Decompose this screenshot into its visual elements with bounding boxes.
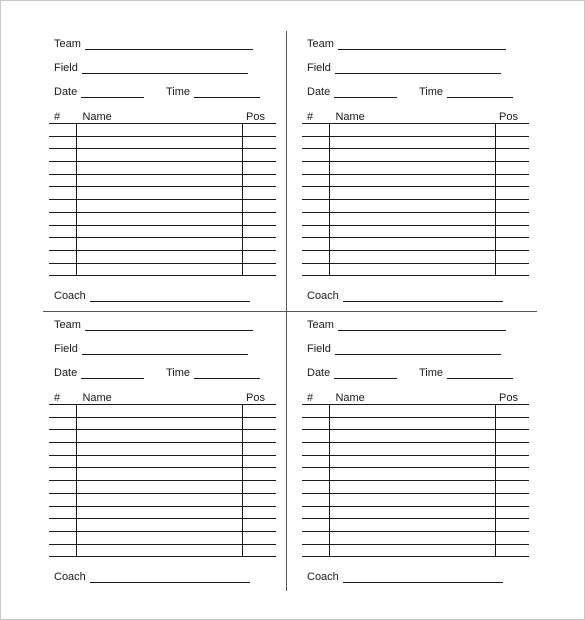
- name-cell[interactable]: [329, 124, 495, 137]
- coach-label: Coach: [307, 290, 339, 302]
- number-cell[interactable]: [302, 238, 329, 251]
- table-row: [302, 162, 529, 175]
- field-field: [307, 341, 501, 355]
- number-column-header: #: [49, 390, 76, 405]
- number-cell[interactable]: [302, 455, 329, 468]
- position-cell[interactable]: [495, 263, 529, 276]
- number-cell[interactable]: [302, 263, 329, 276]
- number-cell[interactable]: [302, 162, 329, 175]
- position-cell[interactable]: [242, 455, 276, 468]
- table-row: [49, 187, 276, 200]
- number-cell[interactable]: [302, 174, 329, 187]
- name-cell[interactable]: [329, 430, 495, 443]
- name-cell[interactable]: [76, 443, 242, 456]
- position-column-header: Pos: [495, 109, 529, 124]
- name-column-header: Name: [329, 109, 495, 124]
- number-cell[interactable]: [49, 443, 76, 456]
- coach-field: [54, 569, 250, 583]
- roster-table: [49, 390, 276, 557]
- table-row: [302, 250, 529, 263]
- name-column-header: Name: [329, 390, 495, 405]
- position-cell[interactable]: [495, 544, 529, 557]
- table-row: [302, 481, 529, 494]
- table-row: [302, 149, 529, 162]
- position-cell[interactable]: [495, 455, 529, 468]
- name-cell[interactable]: [76, 187, 242, 200]
- name-cell[interactable]: [329, 174, 495, 187]
- table-row: [302, 417, 529, 430]
- position-cell[interactable]: [495, 238, 529, 251]
- table-row: [49, 544, 276, 557]
- number-column-header: #: [49, 109, 76, 124]
- name-cell[interactable]: [76, 544, 242, 557]
- number-cell[interactable]: [302, 506, 329, 519]
- name-cell[interactable]: [76, 417, 242, 430]
- coach-blank-line[interactable]: [90, 572, 250, 583]
- name-cell[interactable]: [329, 468, 495, 481]
- table-row: [302, 263, 529, 276]
- roster-table: [302, 390, 529, 557]
- number-cell[interactable]: [302, 200, 329, 213]
- position-column-header: Pos: [242, 109, 276, 124]
- number-cell[interactable]: [302, 136, 329, 149]
- name-cell[interactable]: [76, 124, 242, 137]
- number-cell[interactable]: [49, 174, 76, 187]
- number-cell[interactable]: [49, 493, 76, 506]
- name-cell[interactable]: [329, 136, 495, 149]
- date-blank-line[interactable]: [334, 87, 397, 98]
- number-cell[interactable]: [49, 149, 76, 162]
- number-cell[interactable]: [302, 531, 329, 544]
- table-row: [49, 405, 276, 418]
- table-row: [49, 443, 276, 456]
- number-cell[interactable]: [302, 405, 329, 418]
- field-field: [307, 60, 501, 74]
- table-row: [49, 455, 276, 468]
- number-cell[interactable]: [49, 250, 76, 263]
- number-cell[interactable]: [49, 506, 76, 519]
- lineup-card-bottom-left: [49, 312, 289, 592]
- number-column-header: #: [302, 109, 329, 124]
- name-cell[interactable]: [76, 531, 242, 544]
- name-cell[interactable]: [76, 212, 242, 225]
- table-row: [49, 162, 276, 175]
- table-row: [49, 417, 276, 430]
- number-cell[interactable]: [302, 212, 329, 225]
- number-cell[interactable]: [302, 187, 329, 200]
- position-cell[interactable]: [242, 263, 276, 276]
- table-row: [302, 455, 529, 468]
- lineup-card-top-right: [302, 31, 542, 311]
- name-cell[interactable]: [76, 506, 242, 519]
- date-blank-line[interactable]: [81, 87, 144, 98]
- position-cell[interactable]: [495, 250, 529, 263]
- number-cell[interactable]: [302, 417, 329, 430]
- roster-table: [302, 109, 529, 276]
- field-field: [54, 341, 248, 355]
- table-row: [302, 468, 529, 481]
- table-row: [302, 136, 529, 149]
- position-cell[interactable]: [242, 238, 276, 251]
- position-cell[interactable]: [495, 136, 529, 149]
- table-row: [49, 250, 276, 263]
- coach-label: Coach: [307, 571, 339, 583]
- position-cell[interactable]: [242, 443, 276, 456]
- time-blank-line[interactable]: [194, 87, 260, 98]
- position-cell[interactable]: [242, 417, 276, 430]
- time-field: [419, 84, 513, 98]
- coach-field: [54, 288, 250, 302]
- table-row: [49, 468, 276, 481]
- name-cell[interactable]: [76, 455, 242, 468]
- date-label: Date: [307, 367, 331, 379]
- number-cell[interactable]: [302, 519, 329, 532]
- coach-blank-line[interactable]: [343, 572, 503, 583]
- number-cell[interactable]: [49, 187, 76, 200]
- coach-blank-line[interactable]: [90, 291, 250, 302]
- position-cell[interactable]: [242, 250, 276, 263]
- table-row: [302, 405, 529, 418]
- time-label: Time: [166, 86, 191, 98]
- position-cell[interactable]: [242, 544, 276, 557]
- number-cell[interactable]: [302, 430, 329, 443]
- number-cell[interactable]: [302, 544, 329, 557]
- position-cell[interactable]: [495, 225, 529, 238]
- date-label: Date: [54, 367, 78, 379]
- date-blank-line[interactable]: [81, 368, 144, 379]
- name-cell[interactable]: [329, 225, 495, 238]
- number-cell[interactable]: [49, 519, 76, 532]
- number-cell[interactable]: [49, 417, 76, 430]
- time-blank-line[interactable]: [447, 368, 513, 379]
- position-cell[interactable]: [242, 174, 276, 187]
- name-cell[interactable]: [76, 200, 242, 213]
- table-row: [49, 430, 276, 443]
- date-field: [307, 365, 397, 379]
- table-row: [302, 544, 529, 557]
- number-cell[interactable]: [49, 405, 76, 418]
- date-field: [54, 84, 144, 98]
- number-cell[interactable]: [49, 212, 76, 225]
- name-cell[interactable]: [329, 238, 495, 251]
- position-cell[interactable]: [242, 200, 276, 213]
- date-blank-line[interactable]: [334, 368, 397, 379]
- field-label: Field: [54, 62, 78, 74]
- team-label: Team: [54, 319, 81, 331]
- name-cell[interactable]: [329, 443, 495, 456]
- name-column-header: Name: [76, 109, 242, 124]
- date-label: Date: [307, 86, 331, 98]
- team-field: [307, 317, 506, 331]
- team-blank-line[interactable]: [338, 320, 506, 331]
- name-cell[interactable]: [329, 149, 495, 162]
- name-cell[interactable]: [329, 493, 495, 506]
- table-row: [302, 443, 529, 456]
- coach-label: Coach: [54, 290, 86, 302]
- name-column-header: Name: [76, 390, 242, 405]
- team-blank-line[interactable]: [85, 320, 253, 331]
- name-cell[interactable]: [76, 493, 242, 506]
- number-cell[interactable]: [49, 544, 76, 557]
- table-row: [49, 124, 276, 137]
- table-row: [302, 187, 529, 200]
- number-cell[interactable]: [49, 468, 76, 481]
- roster-header-row: [302, 109, 529, 124]
- coach-field: [307, 288, 503, 302]
- name-cell[interactable]: [76, 405, 242, 418]
- date-field: [54, 365, 144, 379]
- position-cell[interactable]: [242, 468, 276, 481]
- table-row: [49, 212, 276, 225]
- table-row: [302, 124, 529, 137]
- name-cell[interactable]: [329, 200, 495, 213]
- number-cell[interactable]: [49, 455, 76, 468]
- team-label: Team: [307, 319, 334, 331]
- position-cell[interactable]: [242, 136, 276, 149]
- coach-blank-line[interactable]: [343, 291, 503, 302]
- position-cell[interactable]: [242, 519, 276, 532]
- date-field: [307, 84, 397, 98]
- table-row: [49, 519, 276, 532]
- table-row: [49, 149, 276, 162]
- field-label: Field: [307, 343, 331, 355]
- number-cell[interactable]: [302, 149, 329, 162]
- position-cell[interactable]: [495, 200, 529, 213]
- number-cell[interactable]: [49, 263, 76, 276]
- lineup-card-bottom-right: [302, 312, 542, 592]
- time-field: [166, 84, 260, 98]
- position-cell[interactable]: [242, 225, 276, 238]
- name-cell[interactable]: [329, 544, 495, 557]
- time-label: Time: [419, 86, 444, 98]
- number-cell[interactable]: [302, 481, 329, 494]
- position-cell[interactable]: [495, 174, 529, 187]
- name-cell[interactable]: [329, 481, 495, 494]
- position-cell[interactable]: [242, 149, 276, 162]
- name-cell[interactable]: [329, 519, 495, 532]
- position-cell[interactable]: [495, 124, 529, 137]
- position-cell[interactable]: [495, 493, 529, 506]
- name-cell[interactable]: [76, 430, 242, 443]
- team-blank-line[interactable]: [338, 39, 506, 50]
- number-cell[interactable]: [49, 136, 76, 149]
- name-cell[interactable]: [329, 455, 495, 468]
- position-column-header: Pos: [495, 390, 529, 405]
- number-cell[interactable]: [49, 238, 76, 251]
- position-cell[interactable]: [495, 531, 529, 544]
- position-cell[interactable]: [242, 481, 276, 494]
- table-row: [302, 238, 529, 251]
- field-label: Field: [54, 343, 78, 355]
- table-row: [49, 506, 276, 519]
- field-blank-line[interactable]: [335, 344, 501, 355]
- number-cell[interactable]: [49, 200, 76, 213]
- coach-field: [307, 569, 503, 583]
- table-row: [49, 481, 276, 494]
- time-label: Time: [166, 367, 191, 379]
- number-column-header: #: [302, 390, 329, 405]
- team-label: Team: [307, 38, 334, 50]
- time-label: Time: [419, 367, 444, 379]
- name-cell[interactable]: [329, 263, 495, 276]
- name-cell[interactable]: [76, 136, 242, 149]
- roster-header-row: [49, 109, 276, 124]
- name-cell[interactable]: [76, 263, 242, 276]
- time-field: [166, 365, 260, 379]
- table-row: [302, 519, 529, 532]
- roster-header-row: [302, 390, 529, 405]
- table-row: [49, 263, 276, 276]
- name-cell[interactable]: [329, 212, 495, 225]
- coach-label: Coach: [54, 571, 86, 583]
- team-field: [54, 317, 253, 331]
- position-cell[interactable]: [495, 162, 529, 175]
- position-cell[interactable]: [242, 405, 276, 418]
- field-field: [54, 60, 248, 74]
- name-cell[interactable]: [76, 225, 242, 238]
- number-cell[interactable]: [302, 493, 329, 506]
- team-field: [54, 36, 253, 50]
- table-row: [302, 430, 529, 443]
- table-row: [49, 238, 276, 251]
- roster-table: [49, 109, 276, 276]
- time-blank-line[interactable]: [194, 368, 260, 379]
- number-cell[interactable]: [302, 468, 329, 481]
- date-label: Date: [54, 86, 78, 98]
- team-field: [307, 36, 506, 50]
- position-cell[interactable]: [242, 531, 276, 544]
- time-field: [419, 365, 513, 379]
- position-cell[interactable]: [242, 212, 276, 225]
- table-row: [302, 200, 529, 213]
- table-row: [49, 174, 276, 187]
- name-cell[interactable]: [76, 250, 242, 263]
- table-row: [302, 531, 529, 544]
- lineup-card-top-left: [49, 31, 289, 311]
- number-cell[interactable]: [302, 124, 329, 137]
- name-cell[interactable]: [329, 250, 495, 263]
- field-label: Field: [307, 62, 331, 74]
- number-cell[interactable]: [49, 481, 76, 494]
- position-cell[interactable]: [495, 430, 529, 443]
- name-cell[interactable]: [329, 531, 495, 544]
- number-cell[interactable]: [302, 225, 329, 238]
- roster-header-row: [49, 390, 276, 405]
- field-blank-line[interactable]: [82, 344, 248, 355]
- position-cell[interactable]: [242, 124, 276, 137]
- name-cell[interactable]: [76, 162, 242, 175]
- position-cell[interactable]: [242, 162, 276, 175]
- table-row: [302, 212, 529, 225]
- name-cell[interactable]: [329, 162, 495, 175]
- number-cell[interactable]: [49, 430, 76, 443]
- team-blank-line[interactable]: [85, 39, 253, 50]
- name-cell[interactable]: [76, 238, 242, 251]
- name-cell[interactable]: [76, 481, 242, 494]
- table-row: [49, 200, 276, 213]
- position-cell[interactable]: [242, 493, 276, 506]
- field-blank-line[interactable]: [335, 63, 501, 74]
- name-cell[interactable]: [329, 506, 495, 519]
- position-cell[interactable]: [495, 506, 529, 519]
- name-cell[interactable]: [329, 417, 495, 430]
- table-row: [49, 225, 276, 238]
- position-cell[interactable]: [495, 481, 529, 494]
- position-cell[interactable]: [242, 506, 276, 519]
- name-cell[interactable]: [76, 149, 242, 162]
- position-cell[interactable]: [495, 519, 529, 532]
- time-blank-line[interactable]: [447, 87, 513, 98]
- number-cell[interactable]: [49, 162, 76, 175]
- position-column-header: Pos: [242, 390, 276, 405]
- table-row: [49, 493, 276, 506]
- field-blank-line[interactable]: [82, 63, 248, 74]
- position-cell[interactable]: [495, 443, 529, 456]
- table-row: [49, 531, 276, 544]
- table-row: [302, 225, 529, 238]
- number-cell[interactable]: [302, 443, 329, 456]
- table-row: [302, 174, 529, 187]
- position-cell[interactable]: [495, 212, 529, 225]
- name-cell[interactable]: [76, 468, 242, 481]
- table-row: [302, 506, 529, 519]
- name-cell[interactable]: [329, 405, 495, 418]
- number-cell[interactable]: [49, 531, 76, 544]
- table-row: [49, 136, 276, 149]
- position-cell[interactable]: [495, 149, 529, 162]
- team-label: Team: [54, 38, 81, 50]
- name-cell[interactable]: [329, 187, 495, 200]
- number-cell[interactable]: [302, 250, 329, 263]
- name-cell[interactable]: [76, 174, 242, 187]
- table-row: [302, 493, 529, 506]
- position-cell[interactable]: [495, 187, 529, 200]
- number-cell[interactable]: [49, 225, 76, 238]
- number-cell[interactable]: [49, 124, 76, 137]
- name-cell[interactable]: [76, 519, 242, 532]
- position-cell[interactable]: [495, 405, 529, 418]
- position-cell[interactable]: [242, 430, 276, 443]
- position-cell[interactable]: [495, 468, 529, 481]
- position-cell[interactable]: [495, 417, 529, 430]
- position-cell[interactable]: [242, 187, 276, 200]
